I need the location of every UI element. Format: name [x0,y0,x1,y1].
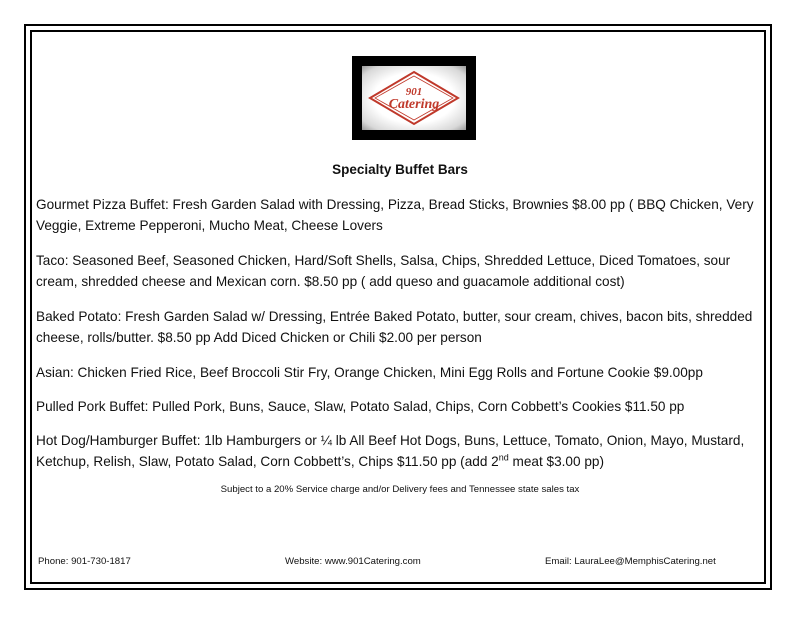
page-title: Specialty Buffet Bars [332,162,468,177]
menu-item-text: 1lb Hamburgers or ¼ lb All Beef Hot Dogs, Buns, Lettuce, Tomato, Onion, Mayo, Mustard, Ketchup, Relish, Slaw, Potato Salad, Corn Cobbett’s, Chips $11.50 pp (add 2 [36,433,745,469]
menu-item-text: Fresh Garden Salad w/ Dressing, Entrée Baked Potato, butter, sour cream, chives, bacon bits, shredded cheese, rolls/butter. $8.50 pp Add Diced Chicken or Chili $2.00 per person [36,309,753,345]
menu-item-asian [36,362,774,383]
menu-item-sup: nd [498,452,509,463]
logo-emblem [362,66,466,130]
logo-background [362,66,466,130]
logo-line1: 901 [405,86,423,98]
menu-item-text: Seasoned Beef, Seasoned Chicken, Hard/Soft Shells, Salsa, Chips, Shredded Lettuce, Diced Tomatoes, sour cream, shredded cheese and Mexican corn. $8.50 pp ( add queso and guacamole additional cost) [36,253,731,289]
footer-website: Website: www.901Catering.com [285,556,421,567]
menu-item-name: Taco: [36,253,69,268]
menu-item-text: Fresh Garden Salad with Dressing, Pizza, Bread Sticks, Brownies $8.00 pp ( BBQ Chicken, Very Veggie, Extreme Pepperoni, Mucho Meat, Cheese Lovers [36,197,754,233]
logo-line2: Catering [388,97,440,112]
menu-item-name: Hot Dog/Hamburger Buffet: [36,433,201,448]
footer-email: Email: LauraLee@MemphisCatering.net [545,556,716,567]
catering-logo [352,56,476,140]
menu-item-text: Pulled Pork, Buns, Sauce, Slaw, Potato Salad, Chips, Corn Cobbett’s Cookies $11.50 pp [148,399,685,414]
menu-item-text: Chicken Fried Rice, Beef Broccoli Stir Fry, Orange Chicken, Mini Egg Rolls and Fortune Cookie $9.00pp [73,365,703,380]
menu-item-text-after: meat $3.00 pp) [508,454,604,469]
menu-item-pizza [36,194,774,236]
menu-item-name: Baked Potato: [36,309,122,324]
footer-phone: Phone: 901-730-1817 [38,556,131,567]
menu-item-name: Asian: [36,365,74,380]
service-charge-note: Subject to a 20% Service charge and/or Delivery fees and Tennessee state sales tax [220,484,580,495]
menu-item-taco [36,250,774,292]
menu-item-name: Pulled Pork Buffet: [36,399,149,414]
menu-item-name: Gourmet Pizza Buffet: [36,197,169,212]
menu-item-hotdog-hamburger [36,430,774,472]
menu-item-pulled-pork [36,396,774,417]
menu-item-baked-potato [36,306,774,348]
